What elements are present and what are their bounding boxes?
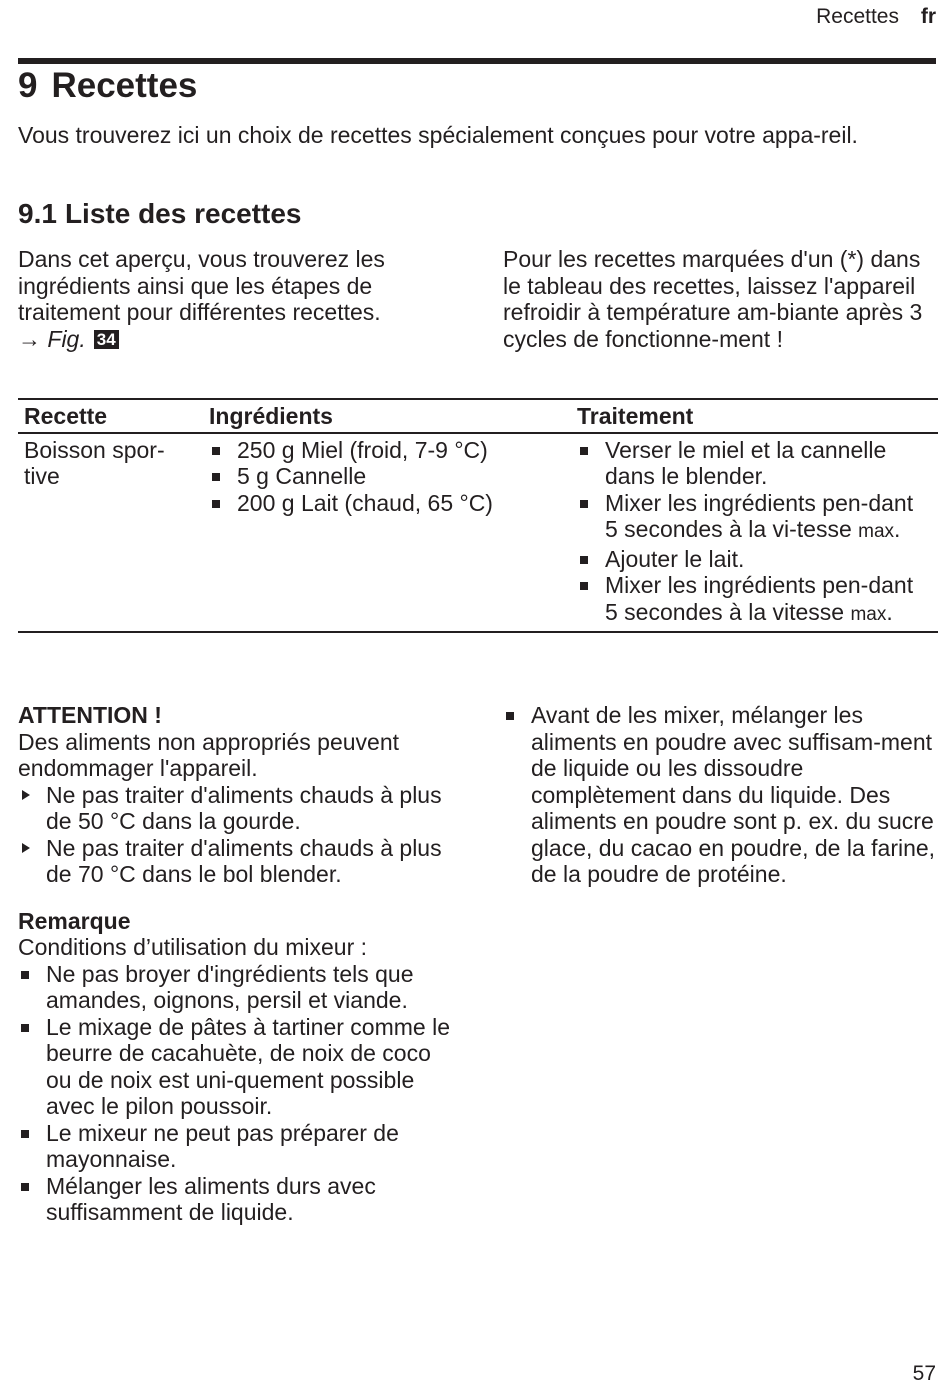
section-title-text: Liste des recettes [64,198,302,229]
ingredient-item: 5 g Cannelle [209,463,565,490]
recipe-name: Boisson spor-tive [24,436,165,489]
step-item [577,437,932,490]
attention-item: Ne pas traiter d'aliments chauds à plus de 70 °C dans le bol blender. [18,835,458,888]
attention-text: Des aliments non appropriés peuvent endommager l'appareil. [18,728,400,781]
remarque-item: Le mixage de pâtes à tartiner comme le beurre de cacahuète, de noix de coco ou de noix est uni-quement possible avec le pilon poussoir. [18,1014,458,1120]
header-rule [18,58,936,64]
header-language: fr [920,5,936,28]
section-title [18,198,302,230]
step-text: Ajouter le lait. [605,545,745,572]
fig-label: Fig. [47,325,86,352]
header-section: Recettes [816,5,899,28]
table-header: Traitement [577,403,694,429]
chapter-intro: Vous trouverez ici un choix de recettes spécialement conçues pour votre appa-reil. [18,122,858,148]
section-intro-left [18,246,458,352]
chapter-title [18,66,197,106]
remarque-item: Ne pas broyer d'ingrédients tels que amandes, oignons, persil et viande. [18,961,458,1014]
speed-setting: max [850,603,887,625]
chapter-number: 9 [18,66,38,105]
attention-list [18,782,458,888]
remarque-list [18,961,458,1226]
warning-block [18,702,458,1226]
attention-item: Ne pas traiter d'aliments chauds à plus de 50 °C dans la gourde. [18,782,458,835]
page-number: 57 [912,1362,936,1385]
right-notes [503,702,938,888]
table-header: Ingrédients [209,403,333,429]
remarque-title: Remarque [18,907,131,934]
ingredients-cell [203,433,571,633]
speed-setting: max [858,521,895,542]
remarque-item: Le mixeur ne peut pas préparer de mayonnaise. [18,1120,458,1173]
step-text: Mixer les ingrédients pen-dant 5 secondes à la vi-tesse [605,489,914,542]
ingredient-item: 250 g Miel (froid, 7-9 °C) [209,437,565,464]
step-text: Verser le miel et la cannelle dans le blender. [605,436,887,489]
chapter-title-text: Recettes [51,66,198,105]
ingredient-item: 200 g Lait (chaud, 65 °C) [209,490,565,517]
table-header: Recette [24,403,108,429]
section-right-text: Pour les recettes marquées d'un (*) dans le tableau des recettes, laissez l'appareil refroidir à température am-biante après 3 cycles de fonctionne-ment ! [503,246,923,352]
figure-reference[interactable] [18,326,458,353]
steps-list [577,437,932,629]
fig-number-badge: 34 [94,330,119,349]
section-number: 9.1 [18,198,57,229]
attention-title: ATTENTION ! [18,702,162,728]
section-intro-right [503,246,938,352]
step-item: Mixer les ingrédients pen-dant 5 secondes à la vitesse max. [577,572,932,628]
running-header [816,5,936,29]
steps-cell [571,433,938,633]
table-row [18,433,938,633]
remarque-item: Mélanger les aliments durs avec suffisamment de liquide. [18,1173,458,1226]
step-item: Mixer les ingrédients pen-dant 5 secondes à la vi-tesse max. [577,490,932,546]
step-text: Mixer les ingrédients pen-dant 5 secondes à la vitesse [605,572,914,625]
step-item [577,546,932,573]
right-notes-list [503,702,938,888]
recipe-table [18,398,938,633]
table-header-row [18,399,938,433]
section-left-text: Dans cet aperçu, vous trouverez les ingrédients ainsi que les étapes de traitement pour différentes recettes. [18,246,385,325]
ingredients-list [209,437,565,517]
arrow-icon: → [18,325,41,352]
note-item: Avant de les mixer, mélanger les aliments en poudre avec suffisam-ment de liquide ou les dissoudre complètement dans du liquide. Des aliments en poudre sont p. ex. du sucre glace, du cacao en poudre, de la farine, de la poudre de protéine. [503,702,938,888]
remarque-text: Conditions d’utilisation du mixeur : [18,934,368,960]
